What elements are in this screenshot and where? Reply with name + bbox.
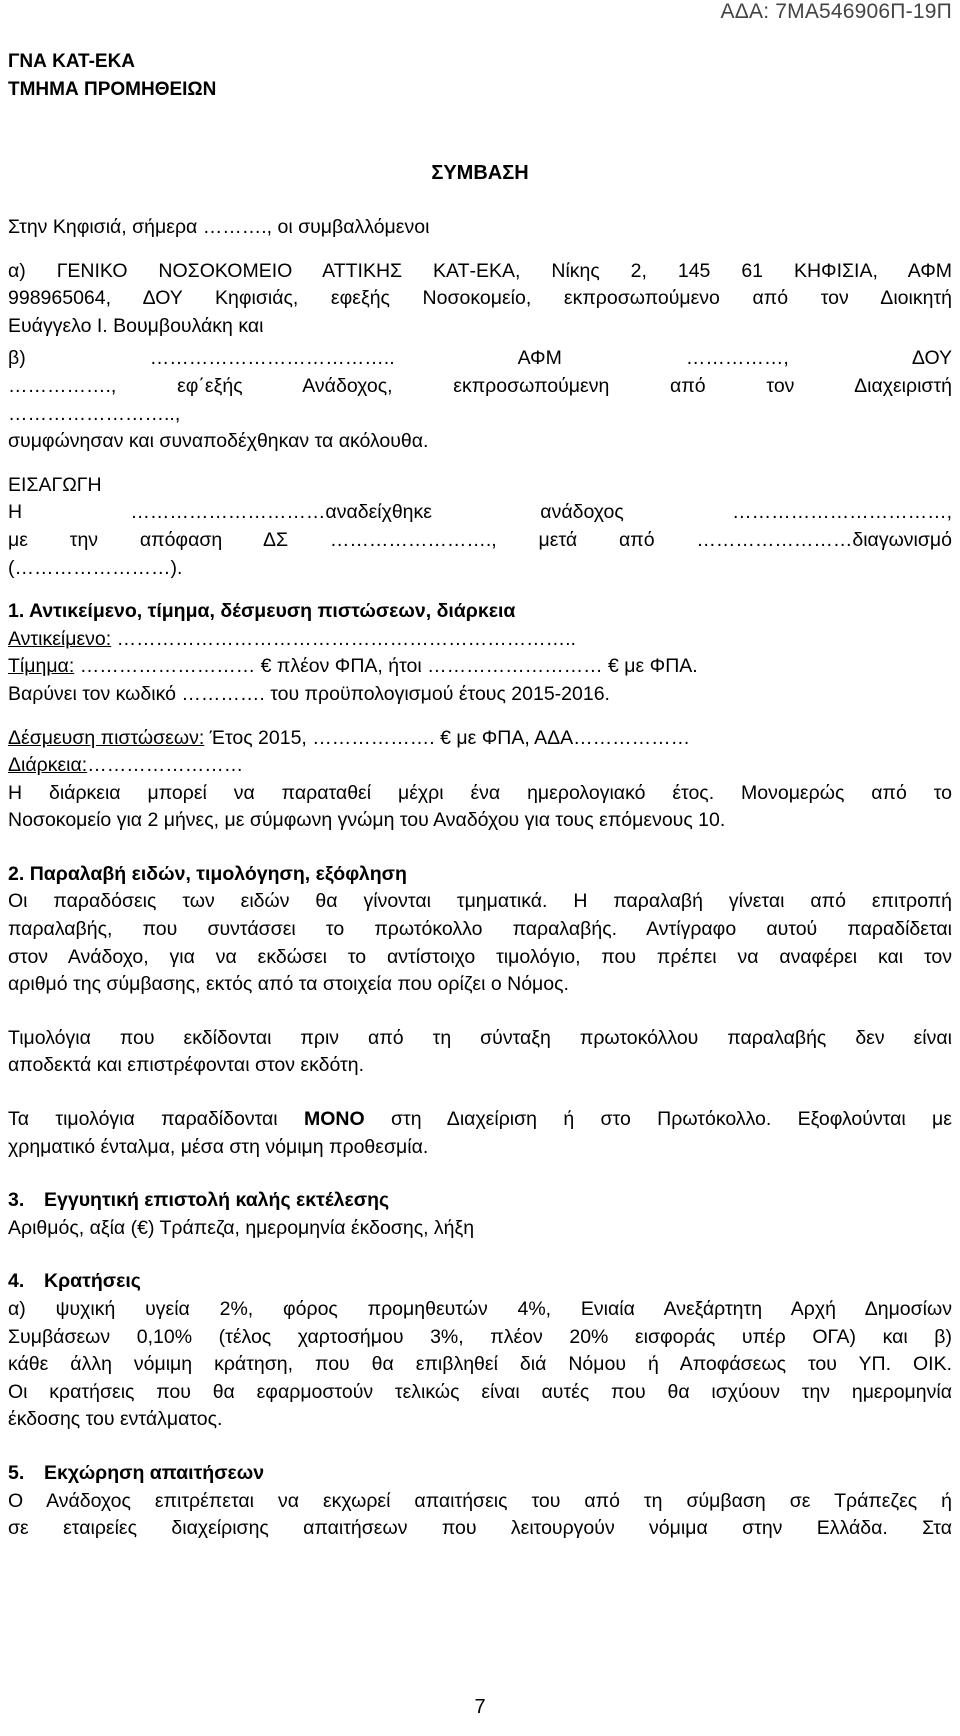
organization-header bbox=[8, 48, 216, 104]
section-2-number: 2. bbox=[8, 862, 25, 885]
document-title: ΣΥΜΒΑΣΗ bbox=[431, 162, 529, 184]
org-line-1: ΓΝΑ ΚΑΤ-ΕΚΑ bbox=[8, 51, 136, 72]
party-a-line-1: α) ΓΕΝΙΚΟ ΝΟΣΟΚΟΜΕΙΟ ΑΤΤΙΚΗΣ ΚΑΤ-ΕΚΑ, Νίκης 2, 145 61 ΚΗΦΙΣΙΑ, ΑΦΜ bbox=[8, 259, 952, 282]
section-2-line-7 bbox=[8, 1106, 952, 1134]
section-4-line-4: Οι κρατήσεις που θα εφαρμοστούν τελικώς είναι αυτές που θα ισχύουν την ημερομηνία bbox=[8, 1380, 952, 1403]
section-5-line-2: σε εταιρείες διαχείρισης απαιτήσεων που λειτουργούν νόμιμα στην Ελλάδα. Στα bbox=[8, 1517, 952, 1540]
section-2-line-8: χρηματικό ένταλμα, μέσα στη νόμιμη προθεσμία. bbox=[8, 1135, 429, 1158]
desmeusi-label: Δέσμευση πιστώσεων: bbox=[8, 726, 205, 749]
timima-label: Τίμημα: bbox=[8, 655, 75, 678]
section-3-number: 3. bbox=[8, 1189, 25, 1212]
section-2-heading bbox=[8, 861, 952, 889]
section-2-line-3: στον Ανάδοχο, για να εκδώσει το αντίστοιχο τιμολόγιο, που πρέπει να αναφέρει και τον bbox=[8, 945, 952, 968]
document-body bbox=[8, 214, 952, 1543]
section-4-number: 4. bbox=[8, 1270, 25, 1293]
section-4-line-2: Συμβάσεων 0,10% (τέλος χαρτοσήμου 3%, πλέον 20% εισφοράς υπέρ ΟΓΑ) και β) bbox=[8, 1325, 952, 1348]
timima-value: ……………………… € πλέον ΦΠΑ, ήτοι ……………………… € με ΦΠΑ. bbox=[79, 655, 698, 678]
eisagogi-heading: ΕΙΣΑΓΩΓΗ bbox=[8, 473, 102, 496]
section-3-heading bbox=[8, 1187, 952, 1215]
party-a-line-2: 998965064, ΔΟΥ Κηφισιάς, εφεξής Νοσοκομείο, εκπροσωπούμενο από τον Διοικητή bbox=[8, 287, 952, 310]
party-b-line-4: συμφώνησαν και συναποδέχθηκαν τα ακόλουθα. bbox=[8, 430, 429, 453]
section-5-heading bbox=[8, 1460, 952, 1488]
section-4-line-1: α) ψυχική υγεία 2%, φόρος προμηθευτών 4%, Ενιαία Ανεξάρτητη Αρχή Δημοσίων bbox=[8, 1298, 952, 1320]
party-b-line-2: ……………., εφ΄εξής Ανάδοχος, εκπροσωπούμενη από τον Διαχειριστή bbox=[8, 374, 952, 397]
section-2-line-6: αποδεκτά και επιστρέφονται στον εκδότη. bbox=[8, 1054, 365, 1077]
org-line-2: ΤΜΗΜΑ ΠΡΟΜΗΘΕΙΩΝ bbox=[8, 79, 217, 100]
section-4-heading bbox=[8, 1268, 952, 1296]
section-5-title: Εκχώρηση απαιτήσεων bbox=[44, 1461, 265, 1484]
eisagogi-line-3: (……………………). bbox=[8, 556, 183, 579]
section-3-line-1: Αριθμός, αξία (€) Τράπεζα, ημερομηνία έκδοσης, λήξη bbox=[8, 1216, 475, 1239]
section-4-title: Κρατήσεις bbox=[44, 1270, 141, 1293]
section-2-title: Παραλαβή ειδών, τιμολόγηση, εξόφληση bbox=[29, 862, 407, 885]
diarkeia-line bbox=[8, 752, 952, 780]
eisagogi-line-1: Η …………………………αναδείχθηκε ανάδοχος ……………………………, bbox=[8, 501, 952, 524]
kodikos-line: Βαρύνει τον κωδικό …………. του προϋπολογισμού έτους 2015-2016. bbox=[8, 682, 610, 705]
party-a-line-3: Ευάγγελο Ι. Βουμβουλάκη και bbox=[8, 314, 264, 337]
section-2-line-4: αριθμό της σύμβασης, εκτός από τα στοιχεία που ορίζει ο Νόμος. bbox=[8, 973, 569, 996]
antikeimeno-label: Αντικείμενο: bbox=[8, 627, 112, 650]
section-4-line-5: έκδοσης του εντάλματος. bbox=[8, 1408, 223, 1431]
section-2-line-2: παραλαβής, που συντάσσει το πρωτόκολλο παραλαβής. Αντίγραφο αυτού παραδίδεται bbox=[8, 918, 952, 941]
section-4-line-3: κάθε άλλη νόμιμη κράτηση, που θα επιβληθεί διά Νόμου ή Αποφάσεως του ΥΠ. ΟΙΚ. bbox=[8, 1353, 952, 1376]
section-1-number: 1. bbox=[8, 600, 25, 623]
section-2-line-7-emphasis: ΜΟΝΟ bbox=[303, 1108, 365, 1131]
diarkeia-label: Διάρκεια: bbox=[8, 754, 88, 777]
section-1-para-line-1: Η διάρκεια μπορεί να παραταθεί μέχρι ένα ημερολογιακό έτος. Μονομερώς από το bbox=[8, 781, 952, 804]
desmeusi-line bbox=[8, 725, 952, 753]
diarkeia-value: …………………… bbox=[87, 754, 244, 777]
intro-line: Στην Κηφισιά, σήμερα ………., οι συμβαλλόμενοι bbox=[8, 216, 430, 238]
antikeimeno-value: …………………………………………………………….. bbox=[116, 627, 576, 650]
section-5-line-1: Ο Ανάδοχος επιτρέπεται να εκχωρεί απαιτήσεις του από τη σύμβαση σε Τράπεζες ή bbox=[8, 1489, 952, 1512]
section-2-line-7a: Τα τιμολόγια παραδίδονται bbox=[8, 1108, 304, 1131]
desmeusi-value: Έτος 2015, ………………. € με ΦΠΑ, ΑΔΑ……………… bbox=[209, 726, 691, 749]
section-1-title: Αντικείμενο, τίμημα, δέσμευση πιστώσεων, διάρκεια bbox=[28, 600, 516, 623]
page-number: 7 bbox=[474, 1696, 486, 1718]
party-b-line-1: β) ……………………………….. ΑΦΜ ……………, ΔΟΥ bbox=[8, 347, 952, 370]
timima-line bbox=[8, 653, 952, 681]
section-3-title: Εγγυητική επιστολή καλής εκτέλεσης bbox=[44, 1189, 390, 1212]
section-2-line-5: Τιμολόγια που εκδίδονται πριν από τη σύνταξη πρωτοκόλλου παραλαβής δεν είναι bbox=[8, 1026, 952, 1049]
section-1-heading bbox=[8, 598, 952, 626]
section-5-number: 5. bbox=[8, 1461, 25, 1484]
section-1-para-line-2: Νοσοκομείο για 2 μήνες, με σύμφωνη γνώμη του Αναδόχου για τους επόμενους 10. bbox=[8, 809, 726, 832]
section-2-line-1: Οι παραδόσεις των ειδών θα γίνονται τμηματικά. Η παραλαβή γίνεται από επιτροπή bbox=[8, 890, 952, 913]
antikeimeno-line bbox=[8, 626, 952, 654]
section-2-line-7c: στη Διαχείριση ή στο Πρωτόκολλο. Εξοφλούνται με bbox=[364, 1108, 952, 1131]
ada-code: ΑΔΑ: 7ΜΑ546906Π-19Π bbox=[720, 0, 952, 23]
party-b-line-3: …………………….., bbox=[8, 402, 181, 425]
eisagogi-line-2: με την απόφαση ΔΣ ……………………., μετά από ……………………διαγωνισμό bbox=[8, 528, 952, 551]
